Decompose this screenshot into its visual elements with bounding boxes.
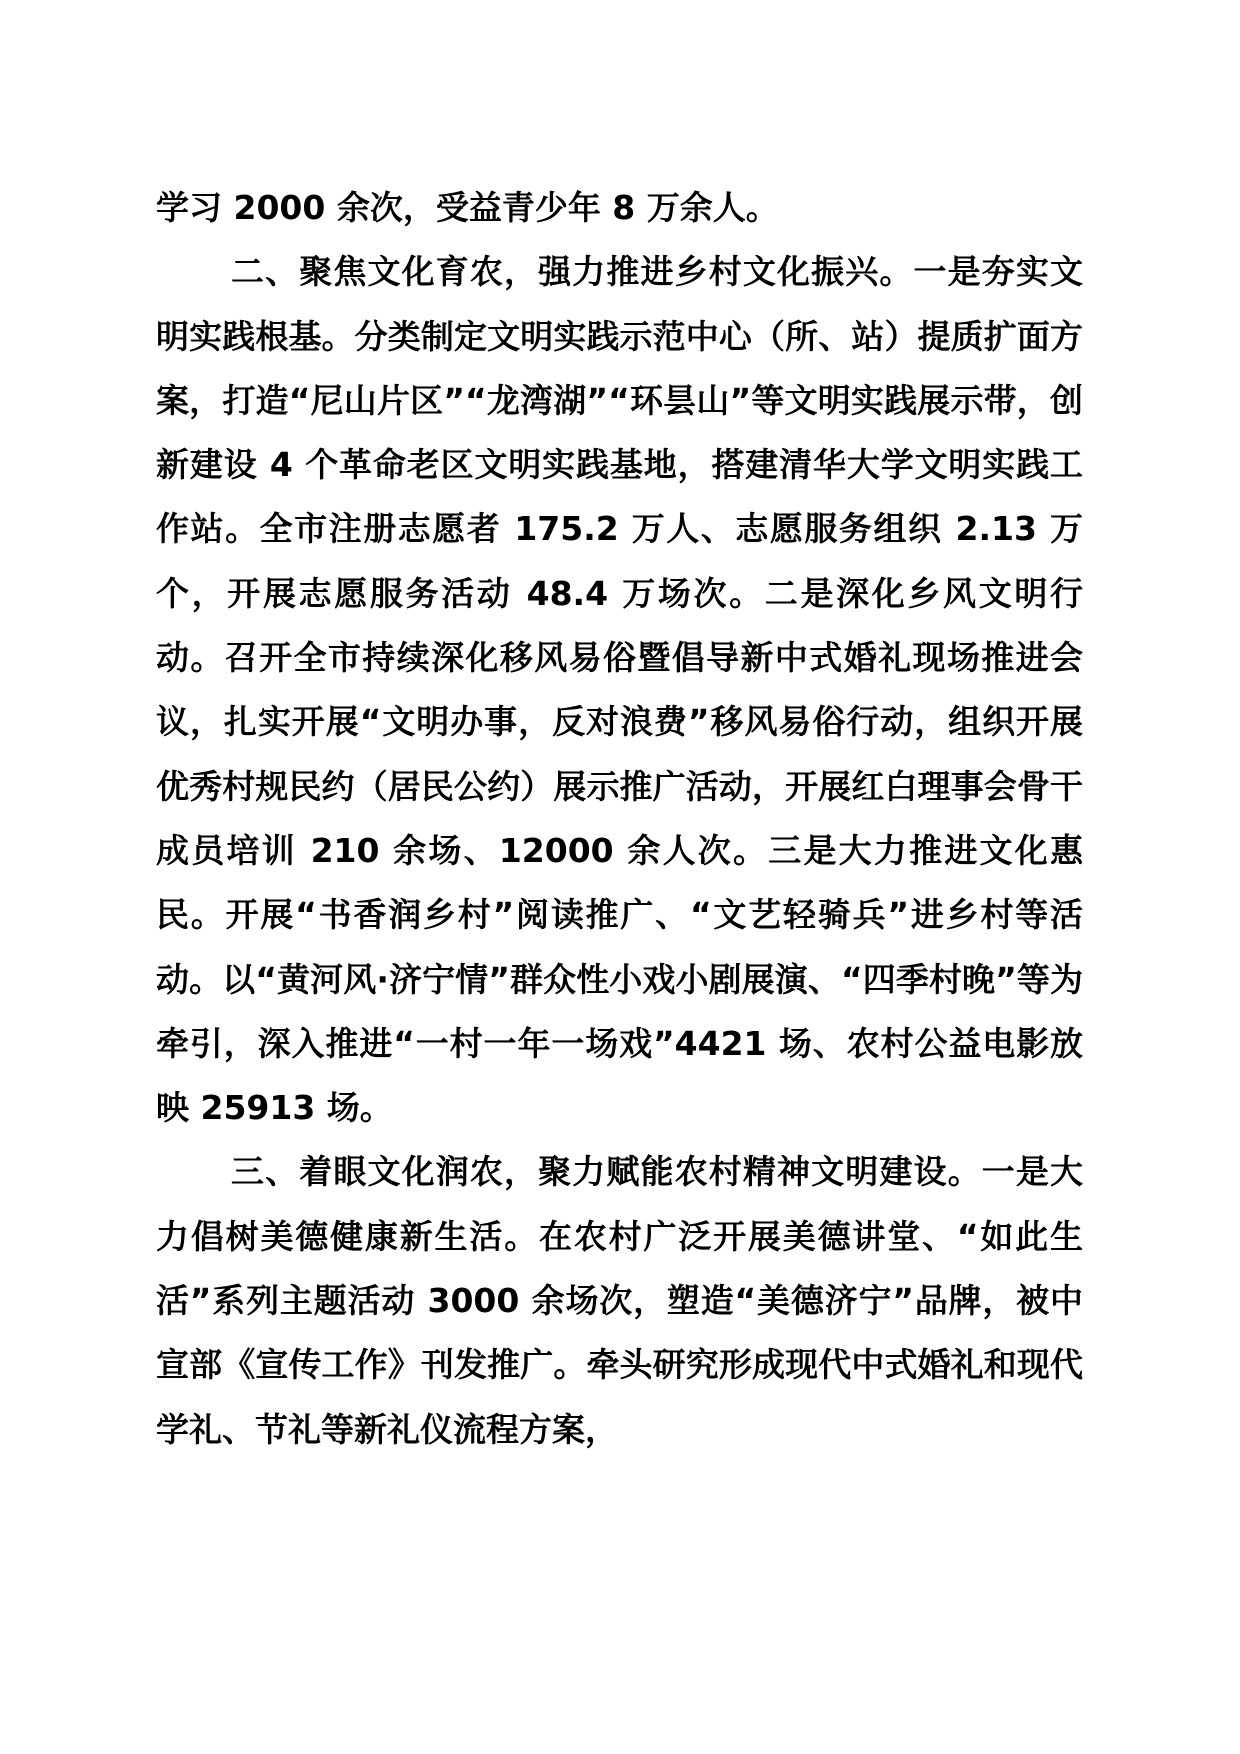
paragraph-section-two: 二、聚焦文化育农，强力推进乡村文化振兴。一是夯实文明实践根基。分类制定文明实践示范中心（所、站）提质扩面方案，打造“尼山片区”“龙湾湖”“环昙山”等文明实践展示带，创新建设 4 个革命老区文明实践基地，搭建清华大学文明实践工作站。全市注册志愿者 175.2 万人、志愿服务组织 2.13 万个，开展志愿服务活动 48.4 万场次。二是深化乡风文明行动。召开全市持续深化移风易俗暨倡导新中式婚礼现场推进会议，扎实开展“文明办事，反对浪费”移风易俗行动，组织开展优秀村规民约（居民公约）展示推广活动，开展红白理事会骨干成员培训 210 余场、12000 余人次。三是大力推进文化惠民。开展“书香润乡村”阅读推广、“文艺轻骑兵”进乡村等活动。以“黄河风·济宁情”群众性小戏小剧展演、“四季村晚”等为牵引，深入推进“一村一年一场戏”4421 场、农村公益电影放映 25913 场。: [156, 252, 1083, 1128]
paragraph-continuation: 学习 2000 余次，受益青少年 8 万余人。: [156, 188, 779, 227]
document-body: [156, 176, 1083, 1462]
paragraph-section-three: 三、着眼文化润农，聚力赋能农村精神文明建设。一是大力倡树美德健康新生活。在农村广泛开展美德讲堂、“如此生活”系列主题活动 3000 余场次，塑造“美德济宁”品牌，被中宣部《宣传工作》刊发推广。牵头研究形成现代中式婚礼和现代学礼、节礼等新礼仪流程方案，: [156, 1152, 1083, 1449]
